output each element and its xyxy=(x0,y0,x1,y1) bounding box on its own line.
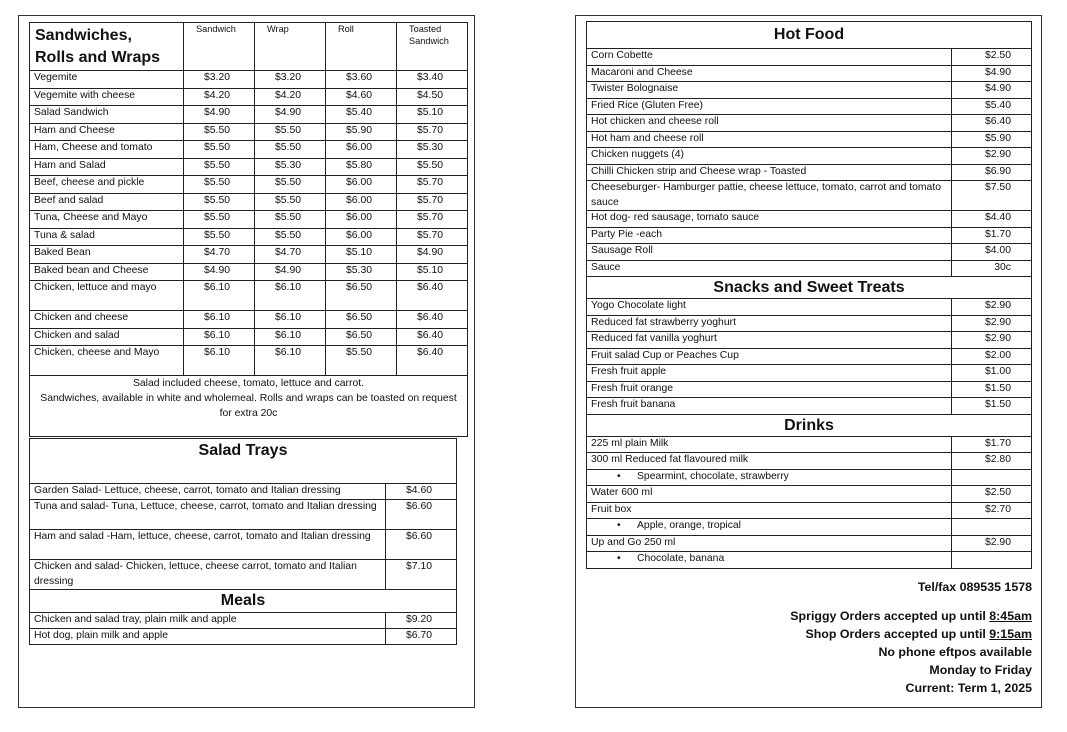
item-name: Baked Bean xyxy=(30,246,184,264)
table-row xyxy=(587,115,1032,132)
table-row xyxy=(30,281,468,311)
item-name: Baked bean and Cheese xyxy=(30,263,184,281)
item-price: $5.70 xyxy=(397,193,468,211)
item-price: $6.00 xyxy=(326,228,397,246)
table-row xyxy=(30,346,468,376)
item-name: Hot chicken and cheese roll xyxy=(587,115,952,132)
item-name: Beef and salad xyxy=(30,193,184,211)
item-price: $2.90 xyxy=(952,315,1032,332)
item-price: $6.40 xyxy=(397,281,468,311)
item-price: $6.10 xyxy=(255,328,326,346)
item-name: Water 600 ml xyxy=(587,486,952,503)
item-price: $6.10 xyxy=(255,281,326,311)
spriggy-orders xyxy=(790,607,1032,625)
table-row xyxy=(587,244,1032,261)
right-menu-page xyxy=(575,15,1042,708)
item-name: Up and Go 250 ml xyxy=(587,535,952,552)
column-header-sandwich: Sandwich xyxy=(184,23,255,71)
item-price: $3.60 xyxy=(326,71,397,89)
item-price: $5.10 xyxy=(397,106,468,124)
item-name: Chicken, cheese and Mayo xyxy=(30,346,184,376)
item-name: Ham and salad -Ham, lettuce, cheese, carrot, tomato and Italian dressing xyxy=(30,530,386,560)
item-price: $2.50 xyxy=(952,49,1032,66)
item-price: $1.70 xyxy=(952,436,1032,453)
item-price: $5.70 xyxy=(397,176,468,194)
item-name: Tuna, Cheese and Mayo xyxy=(30,211,184,229)
table-row xyxy=(30,228,468,246)
table-row xyxy=(30,176,468,194)
item-price: $6.00 xyxy=(326,211,397,229)
item-name: Tuna & salad xyxy=(30,228,184,246)
item-name: Chicken, lettuce and mayo xyxy=(30,281,184,311)
item-price: $2.90 xyxy=(952,148,1032,165)
item-price: $6.50 xyxy=(326,311,397,329)
item-price: $2.90 xyxy=(952,299,1032,316)
item-price: $4.90 xyxy=(255,106,326,124)
item-price: $7.50 xyxy=(952,181,1032,211)
item-price: 30c xyxy=(952,260,1032,277)
item-price: $6.10 xyxy=(184,311,255,329)
column-header-wrap: Wrap xyxy=(255,23,326,71)
item-price xyxy=(952,552,1032,569)
table-row xyxy=(30,211,468,229)
item-price: $5.50 xyxy=(255,141,326,159)
item-name: Chicken and salad tray, plain milk and apple xyxy=(30,613,386,629)
item-price: $4.60 xyxy=(326,88,397,106)
note-line-2: Sandwiches, available in white and wholemeal. Rolls and wraps can be toasted on request for extra 20c xyxy=(40,392,457,419)
item-price: $4.40 xyxy=(952,211,1032,228)
item-price: $2.70 xyxy=(952,502,1032,519)
bullet-icon: • xyxy=(617,520,621,531)
item-price: $5.30 xyxy=(255,158,326,176)
table-row xyxy=(587,211,1032,228)
item-price: $5.50 xyxy=(184,123,255,141)
item-name: Fruit box xyxy=(587,502,952,519)
item-price: $2.80 xyxy=(952,453,1032,470)
table-row xyxy=(587,348,1032,365)
hot-food-snacks-drinks-table xyxy=(586,21,1032,569)
item-price: $5.90 xyxy=(326,123,397,141)
item-name: Fruit salad Cup or Peaches Cup xyxy=(587,348,952,365)
item-price: $4.20 xyxy=(255,88,326,106)
item-price: $3.20 xyxy=(255,71,326,89)
item-price: $4.60 xyxy=(386,484,457,500)
snacks-rows xyxy=(587,299,1032,415)
item-price: $6.10 xyxy=(184,346,255,376)
item-price: $5.50 xyxy=(326,346,397,376)
table-row xyxy=(587,436,1032,453)
table-row xyxy=(587,164,1032,181)
table-row xyxy=(30,311,468,329)
item-name: Hot dog- red sausage, tomato sauce xyxy=(587,211,952,228)
table-row xyxy=(30,484,457,500)
opening-days: Monday to Friday xyxy=(929,663,1032,677)
item-price: $6.10 xyxy=(255,346,326,376)
table-row xyxy=(30,530,457,560)
item-name xyxy=(587,519,952,536)
item-price: $1.70 xyxy=(952,227,1032,244)
item-name: Chicken and salad xyxy=(30,328,184,346)
item-price: $6.50 xyxy=(326,328,397,346)
item-price: $6.10 xyxy=(184,281,255,311)
item-price: $5.50 xyxy=(184,228,255,246)
item-sub-options: Apple, orange, tropical xyxy=(637,520,741,531)
item-price: $5.80 xyxy=(326,158,397,176)
item-name: Chilli Chicken strip and Cheese wrap - Toasted xyxy=(587,164,952,181)
table-row xyxy=(587,552,1032,569)
item-price: $6.50 xyxy=(326,281,397,311)
table-row xyxy=(30,106,468,124)
sandwiches-rows xyxy=(30,71,468,376)
sandwiches-title-line2: Rolls and Wraps xyxy=(35,49,161,66)
current-term: Current: Term 1, 2025 xyxy=(905,681,1032,695)
table-row xyxy=(30,158,468,176)
item-price: $4.70 xyxy=(184,246,255,264)
column-header-roll: Roll xyxy=(326,23,397,71)
hot-food-rows xyxy=(587,49,1032,277)
table-row xyxy=(30,88,468,106)
item-price: $6.40 xyxy=(397,311,468,329)
sandwiches-title xyxy=(30,23,184,71)
item-name: Hot dog, plain milk and apple xyxy=(30,629,386,645)
shop-orders-time: 9:15am xyxy=(989,627,1032,641)
item-price: $5.50 xyxy=(184,158,255,176)
item-price: $6.00 xyxy=(326,193,397,211)
item-price: $1.50 xyxy=(952,381,1032,398)
item-price: $2.90 xyxy=(952,535,1032,552)
table-row xyxy=(587,519,1032,536)
table-row xyxy=(587,82,1032,99)
item-price xyxy=(952,469,1032,486)
item-sub-options: Spearmint, chocolate, strawberry xyxy=(637,470,789,482)
item-price: $1.50 xyxy=(952,398,1032,415)
item-name: Ham and Salad xyxy=(30,158,184,176)
item-name: Ham, Cheese and tomato xyxy=(30,141,184,159)
sandwiches-title-line1: Sandwiches, xyxy=(35,27,132,44)
item-name: Hot ham and cheese roll xyxy=(587,131,952,148)
item-sub-options: Chocolate, banana xyxy=(637,553,725,564)
item-price: $5.50 xyxy=(184,176,255,194)
sandwiches-note xyxy=(30,376,468,437)
item-price: $5.50 xyxy=(255,176,326,194)
meals-title: Meals xyxy=(30,590,457,613)
item-price: $5.30 xyxy=(326,263,397,281)
item-price: $4.50 xyxy=(397,88,468,106)
item-price: $5.50 xyxy=(255,228,326,246)
table-row xyxy=(587,486,1032,503)
table-row xyxy=(30,71,468,89)
item-price: $5.50 xyxy=(255,193,326,211)
item-price xyxy=(952,519,1032,536)
table-row xyxy=(30,560,457,590)
item-name: Fried Rice (Gluten Free) xyxy=(587,98,952,115)
snacks-title: Snacks and Sweet Treats xyxy=(587,277,1032,299)
item-name: Vegemite xyxy=(30,71,184,89)
table-row xyxy=(587,535,1032,552)
item-name: Yogo Chocolate light xyxy=(587,299,952,316)
table-row xyxy=(30,263,468,281)
item-price: $4.90 xyxy=(952,65,1032,82)
item-name: 225 ml plain Milk xyxy=(587,436,952,453)
item-name xyxy=(587,552,952,569)
table-row xyxy=(587,227,1032,244)
item-price: $6.00 xyxy=(326,141,397,159)
item-price: $6.60 xyxy=(386,530,457,560)
drinks-title: Drinks xyxy=(587,414,1032,436)
note-line-1: Salad included cheese, tomato, lettuce and carrot. xyxy=(132,378,365,389)
item-price: $5.50 xyxy=(184,193,255,211)
item-name: Garden Salad- Lettuce, cheese, carrot, tomato and Italian dressing xyxy=(30,484,386,500)
item-name: Beef, cheese and pickle xyxy=(30,176,184,194)
item-name: 300 ml Reduced fat flavoured milk xyxy=(587,453,952,470)
item-price: $5.40 xyxy=(326,106,397,124)
table-row xyxy=(30,193,468,211)
item-price: $4.70 xyxy=(255,246,326,264)
table-row xyxy=(587,332,1032,349)
item-price: $5.40 xyxy=(952,98,1032,115)
table-row xyxy=(587,148,1032,165)
item-price: $5.50 xyxy=(184,211,255,229)
item-name: Tuna and salad- Tuna, Lettuce, cheese, carrot, tomato and Italian dressing xyxy=(30,500,386,530)
item-price: $4.90 xyxy=(184,263,255,281)
item-name: Reduced fat vanilla yoghurt xyxy=(587,332,952,349)
item-price: $5.70 xyxy=(397,228,468,246)
item-price: $2.50 xyxy=(952,486,1032,503)
item-name: Vegemite with cheese xyxy=(30,88,184,106)
table-row xyxy=(587,181,1032,211)
item-price: $4.90 xyxy=(255,263,326,281)
item-name: Chicken and salad- Chicken, lettuce, cheese carrot, tomato and Italian dressing xyxy=(30,560,386,590)
item-price: $5.50 xyxy=(397,158,468,176)
table-row xyxy=(587,131,1032,148)
table-row xyxy=(587,469,1032,486)
item-price: $6.10 xyxy=(255,311,326,329)
item-name: Macaroni and Cheese xyxy=(587,65,952,82)
table-row xyxy=(30,328,468,346)
item-price: $7.10 xyxy=(386,560,457,590)
spriggy-orders-text: Spriggy Orders accepted up until xyxy=(790,609,990,623)
item-price: $6.10 xyxy=(184,328,255,346)
item-price: $5.90 xyxy=(952,131,1032,148)
no-phone-eftpos: No phone eftpos available xyxy=(878,645,1032,659)
item-name: Sausage Roll xyxy=(587,244,952,261)
item-price: $5.50 xyxy=(255,211,326,229)
table-row xyxy=(30,629,457,645)
item-name: Fresh fruit orange xyxy=(587,381,952,398)
item-price: $5.70 xyxy=(397,123,468,141)
contact-info xyxy=(790,578,1032,697)
table-row xyxy=(587,260,1032,277)
table-row xyxy=(587,98,1032,115)
column-header-toasted-sandwich: Toasted Sandwich xyxy=(397,23,468,71)
table-row xyxy=(587,65,1032,82)
item-name: Twister Bolognaise xyxy=(587,82,952,99)
item-price: $6.40 xyxy=(397,346,468,376)
item-name: Salad Sandwich xyxy=(30,106,184,124)
bullet-icon: • xyxy=(617,553,621,564)
item-price: $2.00 xyxy=(952,348,1032,365)
item-name: Fresh fruit banana xyxy=(587,398,952,415)
item-price: $1.00 xyxy=(952,365,1032,382)
salad-trays-rows xyxy=(30,484,457,590)
item-name: Chicken nuggets (4) xyxy=(587,148,952,165)
item-price: $5.70 xyxy=(397,211,468,229)
item-price: $4.90 xyxy=(397,246,468,264)
item-name: Cheeseburger- Hamburger pattie, cheese lettuce, tomato, carrot and tomato sauce xyxy=(587,181,952,211)
item-price: $6.60 xyxy=(386,500,457,530)
sandwiches-note-row xyxy=(30,376,468,437)
sandwiches-header-row xyxy=(30,23,468,71)
shop-orders xyxy=(790,625,1032,643)
item-price: $9.20 xyxy=(386,613,457,629)
table-row xyxy=(30,500,457,530)
item-price: $6.40 xyxy=(397,328,468,346)
item-price: $3.20 xyxy=(184,71,255,89)
item-price: $2.90 xyxy=(952,332,1032,349)
item-price: $5.10 xyxy=(326,246,397,264)
item-price: $5.10 xyxy=(397,263,468,281)
item-price: $6.70 xyxy=(386,629,457,645)
table-row xyxy=(587,453,1032,470)
item-price: $4.20 xyxy=(184,88,255,106)
item-name: Sauce xyxy=(587,260,952,277)
hot-food-title: Hot Food xyxy=(587,22,1032,49)
item-price: $5.50 xyxy=(255,123,326,141)
item-name: Party Pie -each xyxy=(587,227,952,244)
table-row xyxy=(587,49,1032,66)
bullet-icon: • xyxy=(617,470,621,482)
item-price: $6.90 xyxy=(952,164,1032,181)
table-row xyxy=(587,365,1032,382)
item-price: $4.90 xyxy=(952,82,1032,99)
drinks-rows xyxy=(587,436,1032,568)
item-price: $4.00 xyxy=(952,244,1032,261)
table-row xyxy=(587,502,1032,519)
table-row xyxy=(30,613,457,629)
table-row xyxy=(30,141,468,159)
salad-trays-title: Salad Trays xyxy=(30,439,457,484)
item-price: $6.00 xyxy=(326,176,397,194)
table-row xyxy=(30,246,468,264)
table-row xyxy=(30,123,468,141)
shop-orders-text: Shop Orders accepted up until xyxy=(805,627,990,641)
item-name: Chicken and cheese xyxy=(30,311,184,329)
item-price: $3.40 xyxy=(397,71,468,89)
item-name xyxy=(587,469,952,486)
table-row xyxy=(587,299,1032,316)
item-name: Ham and Cheese xyxy=(30,123,184,141)
tel-fax: Tel/fax 089535 1578 xyxy=(917,580,1032,594)
left-menu-page xyxy=(18,15,475,708)
item-name: Reduced fat strawberry yoghurt xyxy=(587,315,952,332)
spriggy-orders-time: 8:45am xyxy=(989,609,1032,623)
meals-rows xyxy=(30,613,457,645)
salad-meals-table xyxy=(29,438,457,645)
item-price: $5.50 xyxy=(184,141,255,159)
item-price: $6.40 xyxy=(952,115,1032,132)
sandwiches-table xyxy=(29,22,468,437)
table-row xyxy=(587,381,1032,398)
item-price: $4.90 xyxy=(184,106,255,124)
table-row xyxy=(587,315,1032,332)
table-row xyxy=(587,398,1032,415)
item-price: $5.30 xyxy=(397,141,468,159)
item-name: Fresh fruit apple xyxy=(587,365,952,382)
item-name: Corn Cobette xyxy=(587,49,952,66)
